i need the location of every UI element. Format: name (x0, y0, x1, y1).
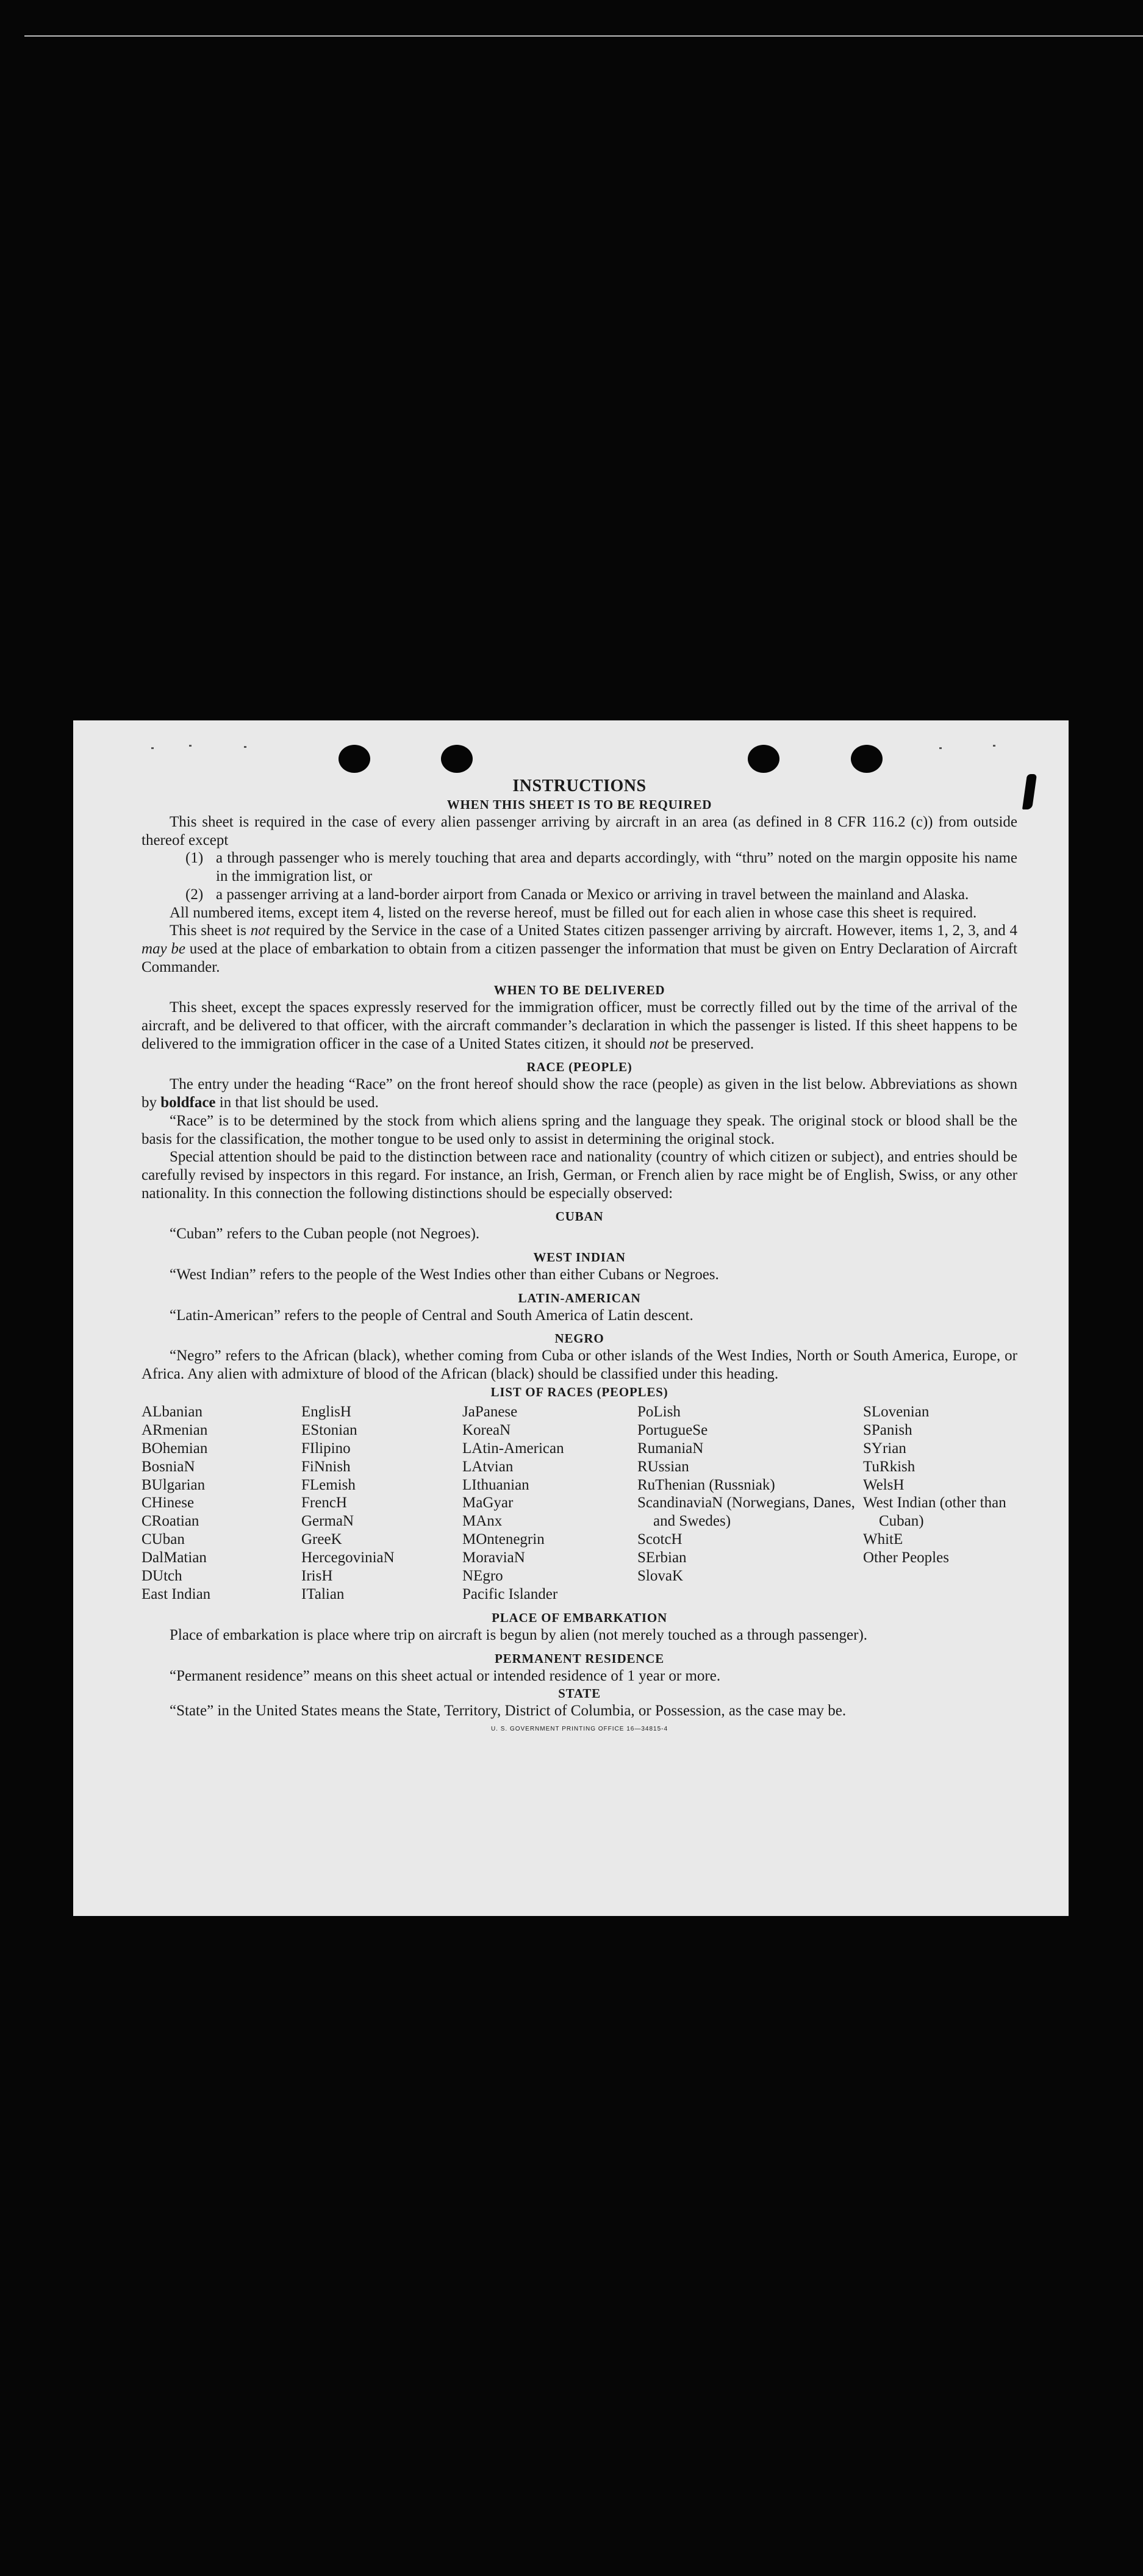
race-item: SlovaK (637, 1568, 683, 1585)
text-run: This sheet, except the spaces expressly reserved for the immigration officer, must be correctly filled out by the time of the arrival of the aircraft, and be delivered to that officer, with the aircraft commander’s declaration in which the passenger is listed. If this sheet happens to be delivered to the immigration officer in the case of a United States citizen, it should (142, 999, 1017, 1052)
item-text: a passenger arriving at a land-border airport from Canada or Mexico or arriving in travel between the mainland and Alaska. (216, 886, 969, 903)
paragraph: “Race” is to be determined by the stock from which aliens spring and the language they speak. The original stock or blood shall be the basis for the classification, the mother tongue to be used only to assist in determining the original stock. (142, 1112, 1017, 1147)
race-item: GermaN (301, 1513, 354, 1530)
paragraph: “Negro” refers to the African (black), whether coming from Cuba or other islands of the West Indies, North or South America, Europe, or Africa. Any alien with admixture of blood of the African (black) should be classified under this heading. (142, 1347, 1017, 1383)
race-item: MOntenegrin (462, 1531, 545, 1548)
race-item: RuThenian (Russniak) (637, 1476, 775, 1493)
race-item: ScandinaviaN (Norwegians, Danes, and Swedes) (637, 1494, 855, 1530)
sheet-tear (1022, 774, 1037, 809)
race-item: SPanish (863, 1421, 912, 1438)
race-item: EnglisH (301, 1403, 351, 1420)
race-item: KoreaN (462, 1421, 511, 1438)
race-item: PortugueSe (637, 1421, 708, 1438)
punch-hole (851, 745, 883, 773)
section-heading-embarkation: PLACE OF EMBARKATION (492, 1610, 667, 1625)
race-item: FrencH (301, 1494, 347, 1512)
section-heading-negro: NEGRO (554, 1331, 604, 1346)
race-item: MoraviaN (462, 1549, 525, 1566)
race-item: MAnx (462, 1513, 503, 1530)
race-item: GreeK (301, 1531, 342, 1548)
race-item: West Indian (other than Cuban) (863, 1494, 1006, 1530)
paragraph: All numbered items, except item 4, listed on the reverse hereof, must be filled out for each alien in whose case this sheet is required. (170, 904, 977, 921)
race-item: DUtch (142, 1568, 182, 1585)
section-heading-cuban: CUBAN (555, 1209, 604, 1224)
race-item: FLemish (301, 1476, 356, 1493)
race-item: BOhemian (142, 1440, 208, 1457)
race-item: HercegoviniaN (301, 1549, 395, 1566)
race-item: FiNnish (301, 1458, 351, 1475)
race-item: Other Peoples (863, 1549, 949, 1566)
race-item: WelsH (863, 1476, 905, 1493)
race-item: SYrian (863, 1440, 906, 1457)
section-heading-latin-american: LATIN-AMERICAN (518, 1290, 641, 1305)
race-item: MaGyar (462, 1494, 514, 1512)
section-heading-permanent-residence: PERMANENT RESIDENCE (495, 1651, 664, 1666)
punch-hole (441, 745, 473, 773)
punch-hole (748, 745, 779, 773)
scan-speck (151, 747, 154, 749)
section-heading-list-of-races: LIST OF RACES (PEOPLES) (490, 1384, 668, 1399)
races-column (462, 1403, 637, 1604)
race-item: BUlgarian (142, 1476, 206, 1493)
paragraph: Place of embarkation is place where trip on aircraft is begun by alien (not merely touched as a through passenger). (170, 1626, 868, 1643)
paragraph: This sheet is required in the case of every alien passenger arriving by aircraft in an area (as defined in 8 CFR 116.2 (c)) from outside thereof except (142, 814, 1017, 849)
paragraph: “State” in the United States means the State, Territory, District of Columbia, or Possession, as the case may be. (170, 1702, 847, 1720)
section-heading-state: STATE (558, 1686, 601, 1701)
race-item: SErbian (637, 1549, 687, 1566)
document-sheet (73, 720, 1069, 1916)
race-item: FIlipino (301, 1440, 351, 1457)
race-item: CHinese (142, 1494, 195, 1512)
race-item: IrisH (301, 1568, 333, 1585)
race-item: PoLish (637, 1403, 681, 1420)
race-item: WhitE (863, 1531, 903, 1548)
race-item: CRoatian (142, 1513, 199, 1530)
paragraph (142, 1075, 1017, 1111)
race-item: RUssian (637, 1458, 689, 1475)
race-item: ARmenian (142, 1421, 208, 1438)
section-heading-race: RACE (PEOPLE) (526, 1060, 632, 1075)
paragraph: “Latin-American” refers to the people of Central and South America of Latin descent. (170, 1307, 693, 1324)
race-item: CUban (142, 1531, 185, 1548)
text-run: The entry under the heading “Race” on the front hereof should show the race (people) as given in the list below. Abbreviations as shown by (142, 1076, 1017, 1111)
list-item (142, 886, 1017, 904)
paragraph: Special attention should be paid to the distinction between race and nationality (country of which citizen or subject), and entries should be carefully revised by inspectors in this regard. For instance, an Irish, German, or French alien by race might be of English, Swiss, or any other nationality. In this connection the following distinctions should be especially observed: (142, 1149, 1017, 1202)
race-item: East Indian (142, 1585, 211, 1602)
punch-hole (339, 745, 370, 773)
race-item: TuRkish (863, 1458, 915, 1475)
italic-run: may be (142, 940, 185, 957)
bold-run: boldface (160, 1094, 216, 1111)
races-column (863, 1403, 1017, 1604)
item-text: a through passenger who is merely touching that area and departs accordingly, with “thru” noted on the margin opposite his name in the immigration list, or (216, 850, 1017, 885)
text-run: be preserved. (668, 1035, 754, 1052)
race-item: RumaniaN (637, 1440, 704, 1457)
race-item: ScotcH (637, 1531, 683, 1548)
race-item: JaPanese (462, 1403, 518, 1420)
section-heading-delivered: WHEN TO BE DELIVERED (493, 983, 665, 998)
page-title: INSTRUCTIONS (512, 777, 647, 795)
list-item (142, 849, 1017, 885)
race-item: SLovenian (863, 1403, 930, 1420)
instructions-text (142, 777, 1017, 1738)
race-item: LAtvian (462, 1458, 514, 1475)
race-item: NEgro (462, 1568, 503, 1585)
scan-speck (189, 745, 192, 747)
italic-run: not (250, 922, 270, 939)
text-run: required by the Service in the case of a United States citizen passenger arriving by aircraft. However, items 1, 2, 3, and 4 (270, 922, 1017, 939)
item-number: (1) (185, 850, 204, 867)
paragraph: “Cuban” refers to the Cuban people (not Negroes). (170, 1225, 480, 1243)
races-list (142, 1403, 1017, 1604)
races-column (637, 1403, 863, 1604)
text-run: in that list should be used. (215, 1094, 379, 1111)
paragraph: “Permanent residence” means on this sheet actual or intended residence of 1 year or more. (170, 1667, 721, 1684)
race-item: EStonian (301, 1421, 357, 1438)
race-item: LAtin-American (462, 1440, 564, 1457)
race-item: ITalian (301, 1585, 345, 1602)
scan-speck (993, 745, 995, 747)
race-item: DalMatian (142, 1549, 207, 1566)
text-run: This sheet is (170, 922, 251, 939)
scan-speck (244, 746, 246, 748)
section-heading-west-indian: WEST INDIAN (533, 1250, 626, 1265)
race-item: Pacific Islander (462, 1585, 558, 1602)
race-item: BosniaN (142, 1458, 195, 1475)
scan-top-rule (24, 35, 1143, 37)
italic-run: not (649, 1035, 669, 1052)
scan-speck (939, 747, 942, 749)
item-number: (2) (185, 886, 204, 903)
section-heading-required: WHEN THIS SHEET IS TO BE REQUIRED (446, 797, 712, 812)
race-item: ALbanian (142, 1403, 202, 1420)
races-column (142, 1403, 301, 1604)
paragraph (142, 999, 1017, 1053)
printing-office-imprint: U. S. GOVERNMENT PRINTING OFFICE 16—34815-4 (490, 1725, 668, 1732)
paragraph (142, 922, 1017, 976)
text-run: used at the place of embarkation to obtain from a citizen passenger the information that must be given on Entry Declaration of Aircraft Commander. (142, 940, 1018, 975)
races-column (301, 1403, 462, 1604)
race-item: LIthuanian (462, 1476, 529, 1493)
paragraph: “West Indian” refers to the people of the West Indies other than either Cubans or Negroes. (170, 1266, 719, 1283)
